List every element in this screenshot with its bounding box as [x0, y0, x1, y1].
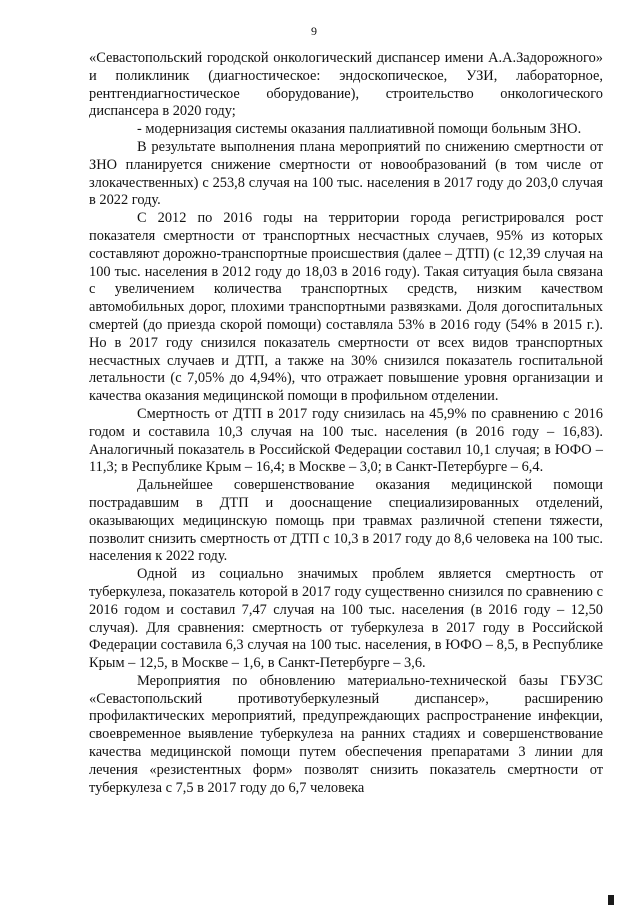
- paragraph-palliative-care: - модернизация системы оказания паллиативной помощи больным ЗНО.: [137, 121, 582, 138]
- paragraph-zno-mortality-plan: В результате выполнения плана мероприятий по снижению смертности от ЗНО планируется снижение смертности от новообразований (в том числе от злокачественных) с 253,8 случая на 100 тыс. населения в 2017 году до 203,0 случая в 2022 году.: [89, 138, 603, 209]
- paragraph-tuberculosis-mortality: Одной из социально значимых проблем является смертность от туберкулеза, показатель которой в 2017 году существенно снизился по сравнению с 2016 годом и составил 7,47 случая на 100 тыс. населения (в 2016 году – 12,50 случая). Для сравнения: смертность от туберкулеза в 2017 году в Российской Федерации составила 6,3 случая на 100 тыс. населения, в ЮФО – 8,5, в Республике Крым – 12,5, в Москве – 1,6, в Санкт-Петербурге – 3,6.: [89, 566, 603, 672]
- paragraph-tuberculosis-measures: Мероприятия по обновлению материально-технической базы ГБУЗС «Севастопольский противотуберкулезный диспансер», расширению профилактических мероприятий, предупреждающих распространение инфекции, своевременное выявление туберкулеза на ранних стадиях и совершенствование качества медицинской помощи путем обеспечения препаратами 3 линии для лечения «резистентных форм» позволят снизить показатель смертности от туберкулеза с 7,5 в 2017 году до 6,7 человека: [89, 672, 603, 796]
- document-body: [89, 50, 603, 797]
- paragraph-dtp-mortality-2017: Смертность от ДТП в 2017 году снизилась на 45,9% по сравнению с 2016 годом и составила 10,3 случая на 100 тыс. населения (в 2016 году – 16,83). Аналогичный показатель в Российской Федерации составил 10,1 случая; в ЮФО – 11,3; в Республике Крым – 16,4; в Москве – 3,0; в Санкт-Петербурге – 6,4.: [89, 405, 603, 476]
- scan-artifact: [608, 895, 614, 905]
- paragraph-oncology-dispensary: «Севастопольский городской онкологический диспансер имени А.А.Задорожного» и поликлиник (диагностическое: эндоскопическое, УЗИ, лабораторное, рентгендиагностическое оборудование), строительство онкологического диспансера в 2020 году;: [89, 50, 603, 120]
- paragraph-transport-accidents: С 2012 по 2016 годы на территории города регистрировался рост показателя смертности от транспортных несчастных случаев, 95% из которых составляют дорожно-транспортные происшествия (далее – ДТП) (с 12,39 случая на 100 тыс. населения в 2012 году до 18,03 в 2016 году). Такая ситуация была связана с увеличением количества транспортных средств, низким качеством автомобильных дорог, плохими транспортными развязками. Доля догоспитальных смертей (до приезда скорой помощи) составляла 53% в 2016 году (54% в 2015 г.). Но в 2017 году снизился показатель смертности от всех видов транспортных несчастных случаев и ДТП, а также на 30% снизился показатель госпитальной летальности (с 7,05% до 4,94%), что отражает повышение уровня организации и качества оказания медицинской помощи в профильном отделении.: [89, 210, 603, 405]
- paragraph-dtp-improvement: Дальнейшее совершенствование оказания медицинской помощи пострадавшим в ДТП и дооснащение специализированных отделений, оказывающих медицинскую помощь при травмах различной степени тяжести, позволит снизить смертность от ДТП с 10,3 в 2017 году до 8,6 человека на 100 тыс. населения к 2022 году.: [89, 477, 603, 565]
- page-number: 9: [311, 24, 317, 38]
